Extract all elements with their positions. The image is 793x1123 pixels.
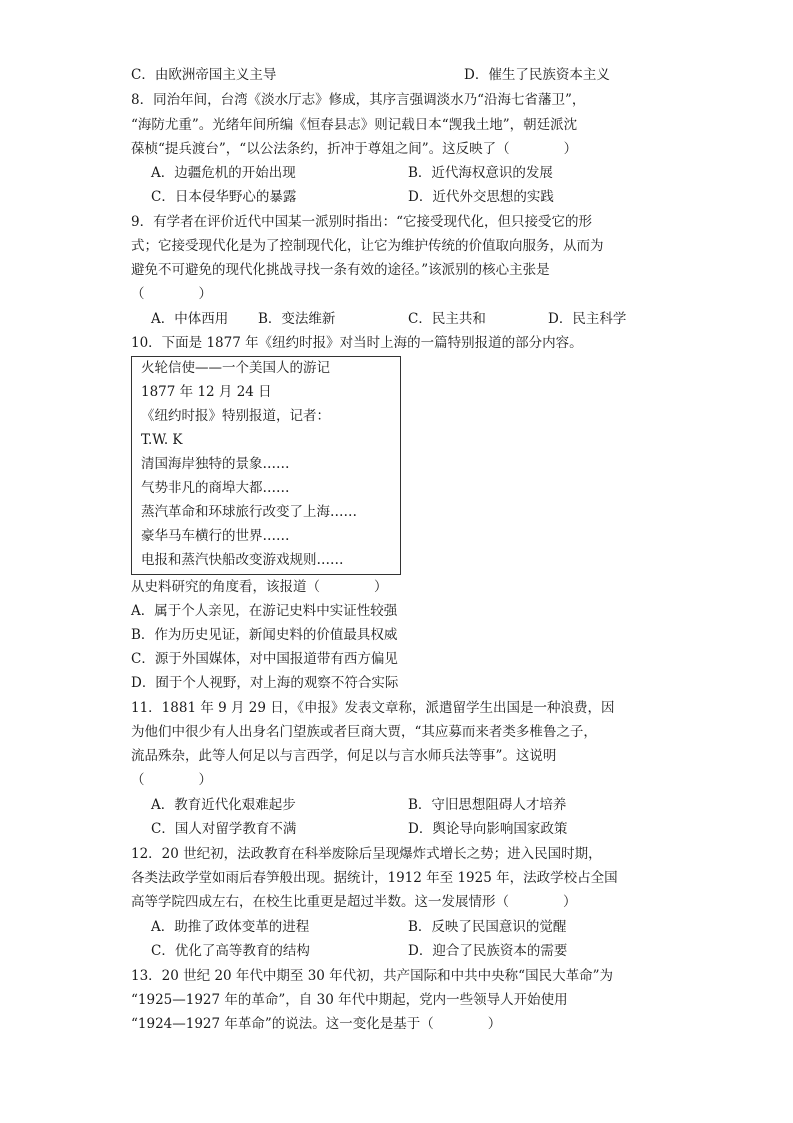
- q10-excerpt-line-4: T.W. K: [141, 432, 183, 448]
- q13-stem-line-2: “1925—1927 年的革命”，自 30 年代中期起，党内一些领导人开始使用: [131, 992, 568, 1008]
- q10-excerpt-line-1: 火轮信使——一个美国人的游记: [141, 360, 330, 376]
- q8-stem-line-1: 8．同治年间，台湾《淡水厅志》修成，其序言强调淡水乃“沿海七省藩卫”，: [131, 92, 586, 108]
- q12-stem-line-2: 各类法政学堂如雨后春笋般出现。据统计，1912 年至 1925 年，法政学校占全国: [131, 870, 618, 886]
- q9-stem-line-1: 9．有学者在评价近代中国某一派别时指出：“它接受现代化，但只接受它的形: [131, 214, 592, 230]
- q11-stem-line-2: 为他们中很少有人出身名门望族或者巨商大贾，“其应募而来者类多椎鲁之子，: [131, 724, 597, 740]
- q10-option-d: D．囿于个人视野，对上海的观察不符合实际: [131, 675, 399, 691]
- q9-option-b: B．变法维新: [258, 311, 336, 327]
- q10-excerpt-line-8: 豪华马车横行的世界……: [141, 528, 290, 544]
- q8-stem-line-2: “海防尤重”。光绪年间所编《恒春县志》则记载日本“觊我土地”，朝廷派沈: [131, 117, 578, 133]
- q12-option-a: A．助推了政体变革的进程: [151, 919, 310, 935]
- q10-option-a: A．属于个人亲见，在游记史料中实证性较强: [131, 603, 398, 619]
- q10-excerpt-line-3: 《纽约时报》特别报道，记者：: [141, 408, 330, 424]
- q9-option-d: D．民主科学: [548, 311, 627, 327]
- q11-option-d: D．舆论导向影响国家政策: [408, 821, 568, 837]
- q12-option-d: D．迎合了民族资本的需要: [408, 943, 568, 959]
- q11-stem-line-3: 流品殊杂，此等人何足以与言西学，何足以与言水师兵法等事”。这说明: [131, 748, 557, 764]
- q13-stem-line-3: “1924—1927 年革命”的说法。这一变化是基于（ ）: [131, 1016, 502, 1032]
- q7-option-d: D．催生了民族资本主义: [464, 67, 610, 83]
- q11-option-b: B．守旧思想阻碍人才培养: [408, 797, 567, 813]
- q10-excerpt-line-5: 清国海岸独特的景象……: [141, 456, 290, 472]
- q7-option-c: C．由欧洲帝国主义主导: [131, 67, 277, 83]
- q11-option-a: A．教育近代化艰难起步: [151, 797, 296, 813]
- q8-option-c: C．日本侵华野心的暴露: [151, 189, 297, 205]
- q11-stem-line-1: 11．1881 年 9 月 29 日，《申报》发表文章称，派遣留学生出国是一种浪费，因: [131, 700, 615, 716]
- q9-option-c: C．民主共和: [408, 311, 486, 327]
- q10-excerpt-line-6: 气势非凡的商埠大都……: [141, 480, 290, 496]
- q11-option-c: C．国人对留学教育不满: [151, 821, 297, 837]
- q12-stem-line-1: 12．20 世纪初，法政教育在科举废除后呈现爆炸式增长之势；进入民国时期，: [131, 846, 602, 862]
- q10-excerpt-line-7: 蒸汽革命和环球旅行改变了上海……: [141, 504, 357, 520]
- q8-option-d: D．近代外交思想的实践: [408, 189, 554, 205]
- q11-stem-line-4: （ ）: [131, 772, 212, 788]
- q10-excerpt-line-9: 电报和蒸汽快船改变游戏规则……: [141, 552, 344, 568]
- q10-option-b: B．作为历史见证，新闻史料的价值最具权威: [131, 627, 398, 643]
- q10-option-c: C．源于外国媒体，对中国报道带有西方偏见: [131, 651, 398, 667]
- q10-stem: 从史料研究的角度看，该报道（ ）: [131, 579, 388, 595]
- q9-option-a: A．中体西用: [151, 311, 229, 327]
- q12-stem-line-3: 高等学院四成左右，在校生比重更是超过半数。这一发展情形（ ）: [131, 894, 577, 910]
- q9-stem-line-3: 避免不可避免的现代化挑战寻找一条有效的途径。”该派别的核心主张是: [131, 262, 550, 278]
- q12-option-c: C．优化了高等教育的结构: [151, 943, 310, 959]
- q8-option-a: A．边疆危机的开始出现: [151, 165, 296, 181]
- q9-stem-line-4: （ ）: [131, 286, 212, 302]
- q9-stem-line-2: 式；它接受现代化是为了控制现代化，让它为维护传统的价值取向服务，从而为: [131, 238, 604, 254]
- q12-option-b: B．反映了民国意识的觉醒: [408, 919, 567, 935]
- q8-stem-line-3: 葆桢“提兵渡台”，“以公法条约，折冲于尊俎之间”。这反映了（ ）: [131, 141, 578, 157]
- q13-stem-line-1: 13．20 世纪 20 年代中期至 30 年代初，共产国际和中共中央称“国民大革命”为: [131, 968, 613, 984]
- q10-excerpt-line-2: 1877 年 12 月 24 日: [141, 384, 272, 400]
- q10-intro: 10．下面是 1877 年《纽约时报》对当时上海的一篇特别报道的部分内容。: [131, 335, 583, 351]
- q8-option-b: B．近代海权意识的发展: [408, 165, 553, 181]
